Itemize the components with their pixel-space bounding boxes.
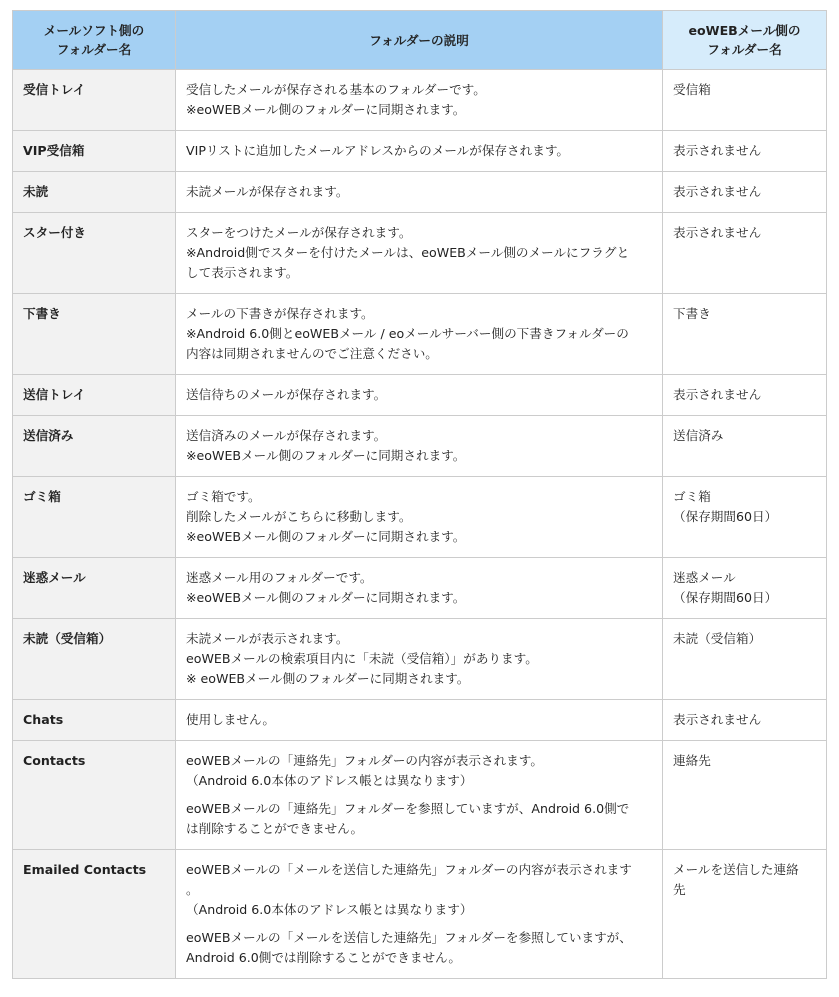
- description-paragraph: [186, 426, 652, 466]
- eoweb-folder-line: （保存期間60日）: [673, 509, 778, 524]
- eoweb-folder-line: 送信済み: [673, 428, 724, 443]
- description-line: 未読メールが表示されます。: [186, 631, 349, 646]
- mail-soft-folder-name: 送信済み: [13, 416, 176, 477]
- description-paragraph: [186, 182, 652, 202]
- eoweb-folder-name: [663, 477, 827, 558]
- folder-description: [176, 558, 663, 619]
- mail-soft-folder-name: VIP受信箱: [13, 131, 176, 172]
- eoweb-folder-name: [663, 700, 827, 741]
- description-paragraph: [186, 860, 652, 920]
- eoweb-folder-name: [663, 131, 827, 172]
- table-row: [13, 619, 827, 700]
- folder-table: [12, 10, 827, 979]
- table-row: [13, 375, 827, 416]
- eoweb-folder-line: 表示されません: [673, 387, 762, 402]
- description-paragraph: [186, 710, 652, 730]
- description-paragraph: [186, 568, 652, 608]
- mail-soft-folder-name: スター付き: [13, 213, 176, 294]
- eoweb-folder-line: ゴミ箱: [673, 489, 711, 504]
- description-line: ※ eoWEBメール側のフォルダーに同期されます。: [186, 671, 470, 686]
- eoweb-folder-line: 迷惑メール: [673, 570, 736, 585]
- description-line: ゴミ箱です。: [186, 489, 261, 504]
- description-paragraph: [186, 385, 652, 405]
- table-row: [13, 294, 827, 375]
- description-line: eoWEBメールの検索項目内に「未読（受信箱）」があります。: [186, 651, 538, 666]
- description-paragraph: [186, 629, 652, 689]
- description-line: eoWEBメールの「連絡先」フォルダーを参照していますが、Android 6.0側で: [186, 801, 630, 816]
- description-line: ※Android側でスターを付けたメールは、eoWEBメール側のメールにフラグと: [186, 245, 630, 260]
- eoweb-folder-line: 表示されません: [673, 712, 762, 727]
- eoweb-folder-line: （保存期間60日）: [673, 590, 778, 605]
- description-line: 送信済みのメールが保存されます。: [186, 428, 387, 443]
- description-paragraph: [186, 304, 652, 364]
- mail-soft-folder-name: Contacts: [13, 741, 176, 850]
- mail-soft-folder-name: Chats: [13, 700, 176, 741]
- description-paragraph: [186, 487, 652, 547]
- table-row: [13, 741, 827, 850]
- folder-description: [176, 619, 663, 700]
- folder-description: [176, 416, 663, 477]
- eoweb-folder-line: 下書き: [673, 306, 711, 321]
- table-row: [13, 172, 827, 213]
- description-line: 。: [186, 882, 199, 897]
- table-row: [13, 416, 827, 477]
- table-header-row: [13, 11, 827, 70]
- folder-description: [176, 741, 663, 850]
- eoweb-folder-name: [663, 294, 827, 375]
- mail-soft-folder-name: Emailed Contacts: [13, 850, 176, 979]
- description-line: は削除することができません。: [186, 821, 364, 836]
- description-line: eoWEBメールの「メールを送信した連絡先」フォルダーを参照していますが、: [186, 930, 632, 945]
- description-line: 使用しません。: [186, 712, 275, 727]
- description-line: VIPリストに追加したメールアドレスからのメールが保存されます。: [186, 143, 570, 158]
- eoweb-folder-line: 連絡先: [673, 753, 711, 768]
- description-line: ※Android 6.0側とeoWEBメール / eoメールサーバー側の下書きフォルダーの: [186, 326, 629, 341]
- eoweb-folder-name: [663, 375, 827, 416]
- eoweb-folder-name: [663, 619, 827, 700]
- folder-description: [176, 294, 663, 375]
- table-body: [13, 70, 827, 979]
- description-line: 削除したメールがこちらに移動します。: [186, 509, 412, 524]
- description-paragraph: [186, 799, 652, 839]
- eoweb-folder-name: [663, 850, 827, 979]
- mail-soft-folder-name: ゴミ箱: [13, 477, 176, 558]
- description-line: 受信したメールが保存される基本のフォルダーです。: [186, 82, 486, 97]
- description-paragraph: [186, 751, 652, 791]
- description-paragraph: [186, 928, 652, 968]
- eoweb-folder-name: [663, 213, 827, 294]
- description-paragraph: [186, 223, 652, 283]
- eoweb-folder-name: [663, 558, 827, 619]
- description-line: スターをつけたメールが保存されます。: [186, 225, 412, 240]
- mail-soft-folder-name: 下書き: [13, 294, 176, 375]
- folder-description: [176, 131, 663, 172]
- eoweb-folder-line: 先: [673, 882, 686, 897]
- folder-description: [176, 850, 663, 979]
- description-paragraph: [186, 141, 652, 161]
- description-line: 内容は同期されませんのでご注意ください。: [186, 346, 438, 361]
- folder-description: [176, 700, 663, 741]
- folder-description: [176, 477, 663, 558]
- description-line: メールの下書きが保存されます。: [186, 306, 374, 321]
- eoweb-folder-name: [663, 416, 827, 477]
- mail-soft-folder-name: 未読: [13, 172, 176, 213]
- eoweb-folder-line: 表示されません: [673, 184, 762, 199]
- description-line: して表示されます。: [186, 265, 299, 280]
- header-mail-soft-folder: メールソフト側の フォルダー名: [13, 11, 176, 70]
- table-row: [13, 131, 827, 172]
- mail-soft-folder-name: 送信トレイ: [13, 375, 176, 416]
- description-line: ※eoWEBメール側のフォルダーに同期されます。: [186, 102, 466, 117]
- description-line: （Android 6.0本体のアドレス帳とは異なります）: [186, 773, 473, 788]
- eoweb-folder-line: 表示されません: [673, 225, 762, 240]
- folder-description: [176, 172, 663, 213]
- description-line: eoWEBメールの「連絡先」フォルダーの内容が表示されます。: [186, 753, 543, 768]
- eoweb-folder-line: メールを送信した連絡: [673, 862, 799, 877]
- description-line: 送信待ちのメールが保存されます。: [186, 387, 387, 402]
- description-line: （Android 6.0本体のアドレス帳とは異なります）: [186, 902, 473, 917]
- folder-description: [176, 70, 663, 131]
- description-line: 迷惑メール用のフォルダーです。: [186, 570, 373, 585]
- eoweb-folder-line: 未読（受信箱）: [673, 631, 762, 646]
- description-line: 未読メールが保存されます。: [186, 184, 349, 199]
- description-paragraph: [186, 80, 652, 120]
- table-row: [13, 850, 827, 979]
- table-row: [13, 477, 827, 558]
- table-row: [13, 213, 827, 294]
- eoweb-folder-name: [663, 172, 827, 213]
- description-line: ※eoWEBメール側のフォルダーに同期されます。: [186, 448, 466, 463]
- eoweb-folder-line: 受信箱: [673, 82, 711, 97]
- table-row: [13, 700, 827, 741]
- mail-soft-folder-name: 迷惑メール: [13, 558, 176, 619]
- folder-description: [176, 213, 663, 294]
- description-line: ※eoWEBメール側のフォルダーに同期されます。: [186, 529, 466, 544]
- description-line: eoWEBメールの「メールを送信した連絡先」フォルダーの内容が表示されます: [186, 862, 632, 877]
- description-line: Android 6.0側では削除することができません。: [186, 950, 461, 965]
- mail-soft-folder-name: 未読（受信箱）: [13, 619, 176, 700]
- header-eoweb-folder: eoWEBメール側の フォルダー名: [663, 11, 827, 70]
- eoweb-folder-name: [663, 741, 827, 850]
- eoweb-folder-name: [663, 70, 827, 131]
- folder-description: [176, 375, 663, 416]
- table-row: [13, 70, 827, 131]
- eoweb-folder-line: 表示されません: [673, 143, 762, 158]
- description-line: ※eoWEBメール側のフォルダーに同期されます。: [186, 590, 466, 605]
- mail-soft-folder-name: 受信トレイ: [13, 70, 176, 131]
- header-folder-description: フォルダーの説明: [176, 11, 663, 70]
- table-row: [13, 558, 827, 619]
